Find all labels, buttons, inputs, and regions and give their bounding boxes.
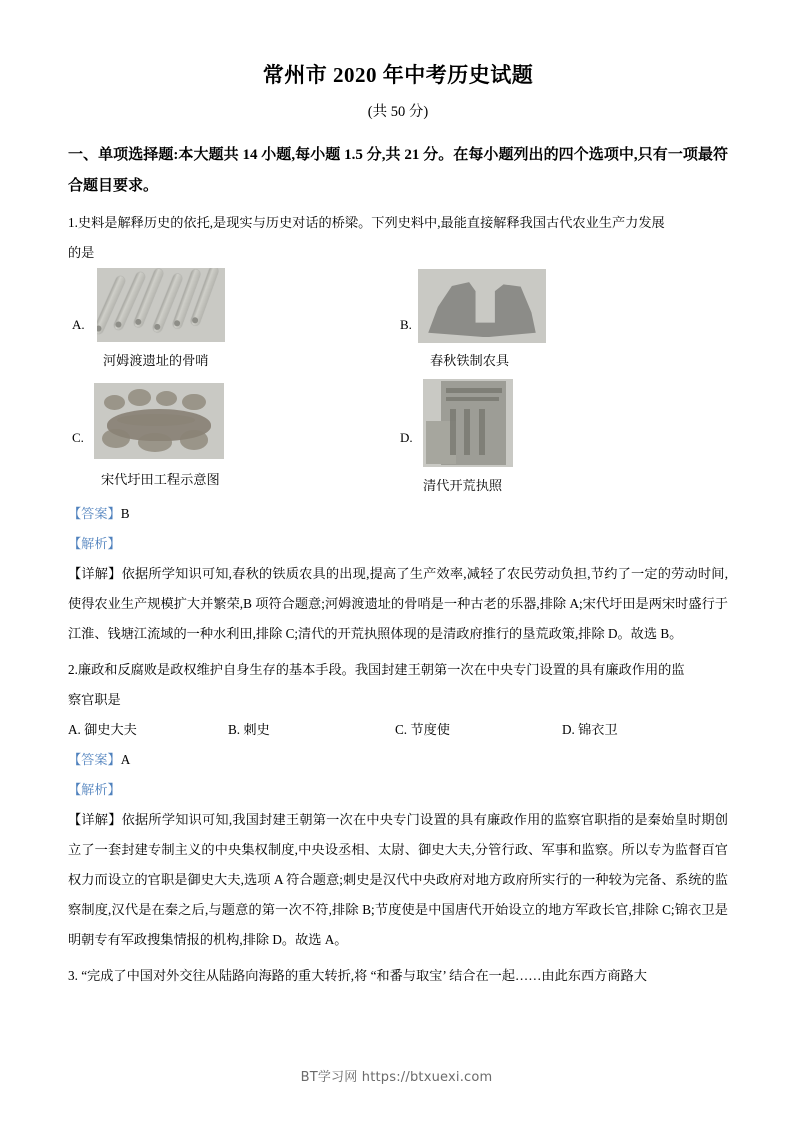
question-2-option-d[interactable]: D. 锦衣卫	[562, 722, 618, 738]
page-title: 常州市 2020 年中考历史试题	[262, 63, 534, 87]
question-1-answer	[68, 499, 728, 529]
question-2-detail	[68, 805, 728, 955]
answer-label: 【答案】	[68, 506, 121, 522]
question-2-answer	[68, 745, 728, 775]
question-2-option-c[interactable]: C. 节度使	[395, 722, 450, 738]
option-a-letter[interactable]: A.	[72, 317, 85, 333]
option-b-letter[interactable]: B.	[400, 317, 412, 333]
iron-farm-tool-photo-icon	[418, 269, 546, 343]
option-b-figure[interactable]	[418, 269, 546, 343]
option-a-figure[interactable]	[97, 268, 225, 342]
polder-field-sketch-icon	[94, 383, 224, 459]
option-d-caption: 清代开荒执照	[423, 478, 503, 494]
detail-label: 【详解】	[68, 812, 122, 828]
question-2	[68, 655, 728, 955]
option-c-caption: 宋代圩田工程示意图	[101, 472, 220, 488]
detail-text: 依据所学知识可知,我国封建王朝第一次在中央专门设置的具有廉政作用的监察官职指的是秦始皇时期创立了一套封建专制主义的中央集权制度,中央设丞相、太尉、御史大夫,分管行政、军事和监察。所以专为监督百官权力而设立的官职是御史大夫,选项 A 符合题意;刺史是汉代中央政府对地方政府所实行的一种较为完备、系统的监察制度,汉代是在秦之后,与题意的第一次不符,排除 B;节度使是中国唐代开始设立的地方军政长官,排除 C;锦衣卫是明朝专有军政搜集情报的机构,排除 D。故选 A。	[68, 812, 728, 948]
question-3	[68, 961, 728, 991]
page-content	[68, 62, 728, 991]
analysis-label: 【解析】	[68, 536, 121, 552]
option-a-caption: 河姆渡遗址的骨哨	[103, 353, 209, 369]
option-b-caption: 春秋铁制农具	[430, 353, 510, 369]
question-3-stem: 3. “完成了中国对外交往从陆路向海路的重大转折,将 “和番与取宝’ 结合在一起……由此东西方商路大	[68, 968, 647, 984]
option-d-letter[interactable]: D.	[400, 430, 413, 446]
option-d-figure[interactable]	[423, 379, 513, 467]
answer-label: 【答案】	[68, 752, 121, 768]
question-2-stem-line2: 察官职是	[68, 692, 121, 708]
answer-value: A	[120, 752, 131, 768]
analysis-label: 【解析】	[68, 782, 121, 798]
question-1	[68, 208, 728, 649]
question-2-option-a[interactable]: A. 御史大夫	[68, 722, 137, 738]
question-2-options	[68, 715, 728, 745]
option-c-letter[interactable]: C.	[72, 430, 84, 446]
question-1-image-options-row-2	[68, 387, 728, 499]
footer-watermark: BT学习网 https://btxuexi.com	[300, 1070, 493, 1085]
question-1-analysis-label-line	[68, 529, 728, 559]
detail-label: 【详解】	[68, 566, 122, 582]
reclamation-license-photo-icon	[423, 379, 513, 467]
question-2-stem: 2.廉政和反腐败是政权维护自身生存的基本手段。我国封建王朝第一次在中央专门设置的具有廉政作用的监	[68, 662, 685, 678]
detail-text: 依据所学知识可知,春秋的铁质农具的出现,提高了生产效率,减轻了农民劳动负担,节约了一定的劳动时间,使得农业生产规模扩大并繁荣,B 项符合题意;河姆渡遗址的骨哨是一种古老的乐器,排除 A;宋代圩田是两宋时盛行于江淮、钱塘江流域的一种水利田,排除 C;清代的开荒执照体现的是清政府推行的垦荒政策,排除 D。故选 B。	[68, 566, 728, 642]
bone-whistle-photo-icon	[97, 268, 225, 342]
question-1-image-options-row-1	[68, 270, 728, 385]
question-1-stem-line2: 的是	[68, 245, 95, 261]
question-1-stem: 1.史料是解释历史的依托,是现实与历史对话的桥梁。下列史料中,最能直接解释我国古代农业生产力发展	[68, 215, 665, 231]
question-2-option-b[interactable]: B. 刺史	[228, 722, 270, 738]
page-subtitle: (共 50 分)	[367, 104, 429, 121]
option-c-figure[interactable]	[94, 383, 224, 459]
question-2-analysis-label-line	[68, 775, 728, 805]
answer-value: B	[120, 506, 130, 522]
section-heading: 一、单项选择题:本大题共 14 小题,每小题 1.5 分,共 21 分。在每小题列出的四个选项中,只有一项最符合题目要求。	[68, 147, 728, 195]
question-1-detail	[68, 559, 728, 649]
